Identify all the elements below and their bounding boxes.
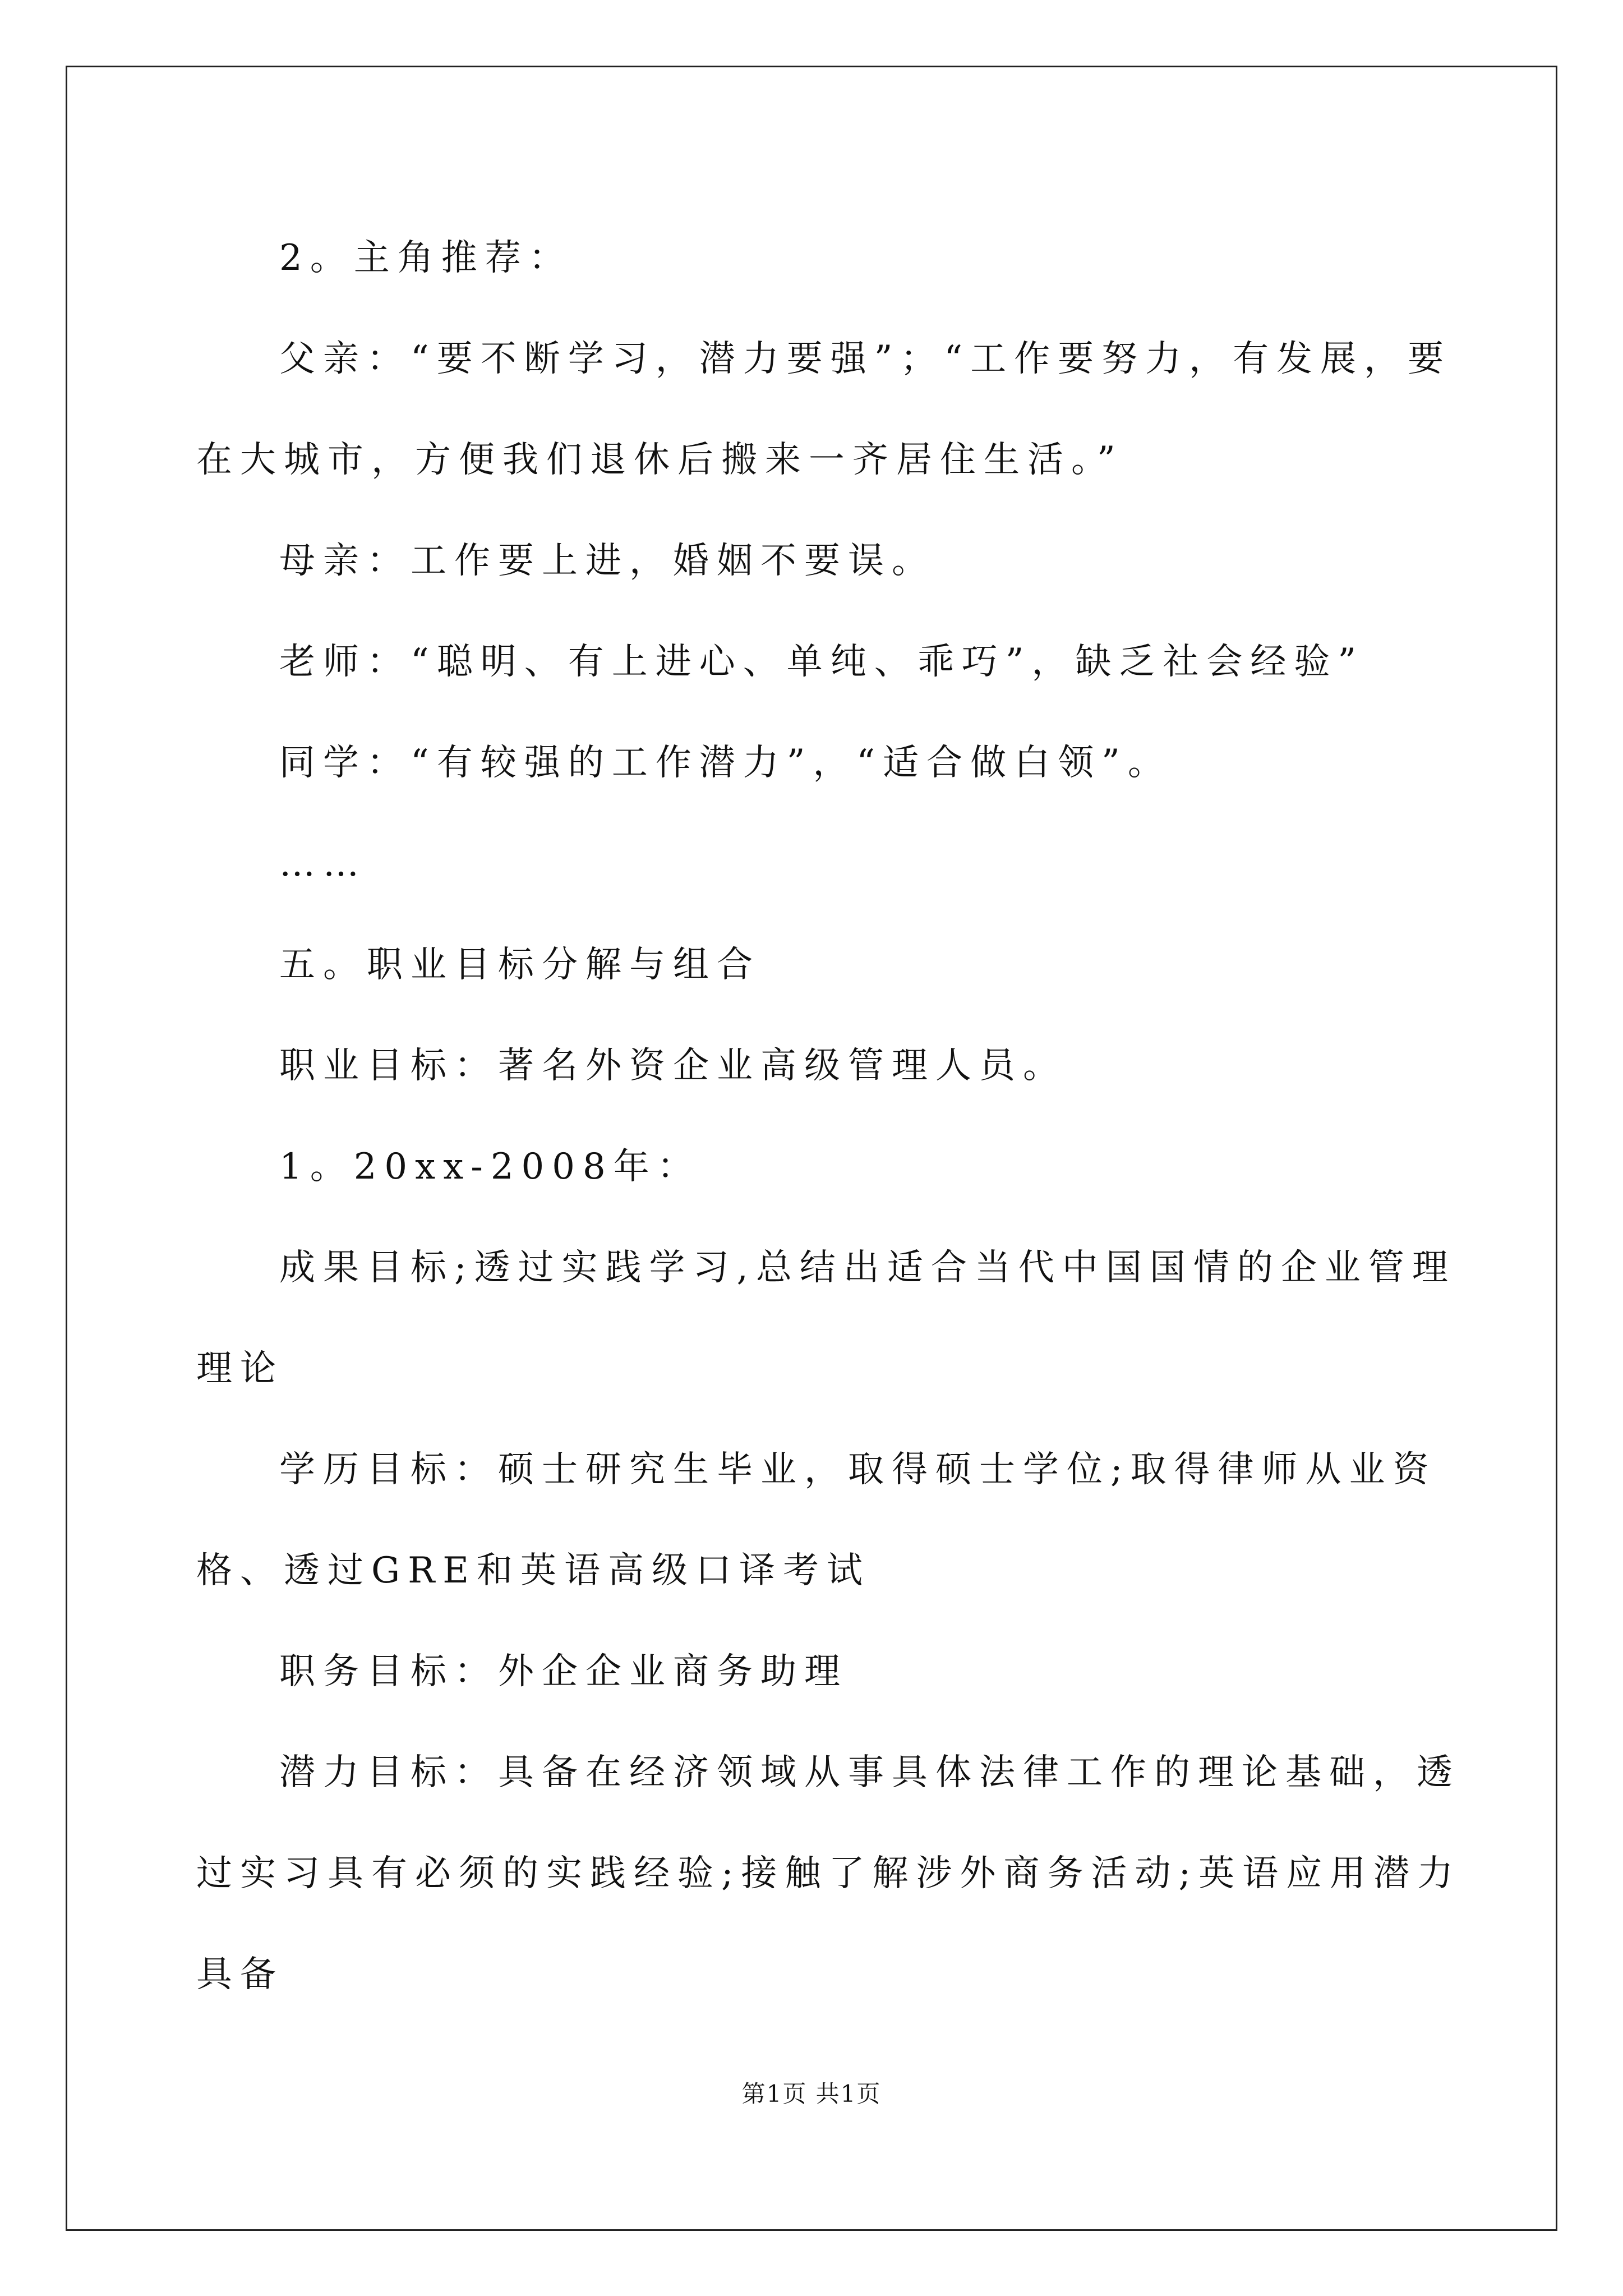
page-footer: 第1页 共1页 [741, 2080, 882, 2108]
paragraph: 职务目标：外企企业商务助理 [279, 1651, 848, 1692]
paragraph: 成果目标;透过实践学习,总结出适合当代中国国情的企业管理理论 [196, 1247, 1456, 1389]
paragraph: 1。20xx-2008年： [279, 1146, 701, 1188]
document-body [196, 208, 1469, 2025]
paragraph: 母亲：工作要上进，婚姻不要误。 [279, 540, 935, 582]
paragraph: 职业目标：著名外资企业高级管理人员。 [279, 1045, 1067, 1087]
paragraph: 学历目标：硕士研究生毕业，取得硕士学位;取得律师从业资格、透过GRE和英语高级口译考试 [196, 1449, 1437, 1591]
paragraph: 父亲：“要不断学习，潜力要强”；“工作要努力，有发展，要在大城市，方便我们退休后搬来一齐居住生活。” [196, 338, 1452, 481]
paragraph: 同学：“有较强的工作潜力”，“适合做白领”。 [279, 742, 1172, 784]
paragraph: …… [279, 843, 367, 885]
paragraph: 潜力目标：具备在经济领域从事具体法律工作的理论基础，透过实习具有必须的实践经验;接触了解涉外商务活动;英语应用潜力具备 [196, 1752, 1461, 1995]
paragraph: 2。主角推荐： [279, 237, 573, 279]
paragraph: 老师：“聪明、有上进心、单纯、乖巧”，缺乏社会经验” [279, 641, 1364, 683]
section-heading: 五。职业目标分解与组合 [279, 944, 760, 986]
